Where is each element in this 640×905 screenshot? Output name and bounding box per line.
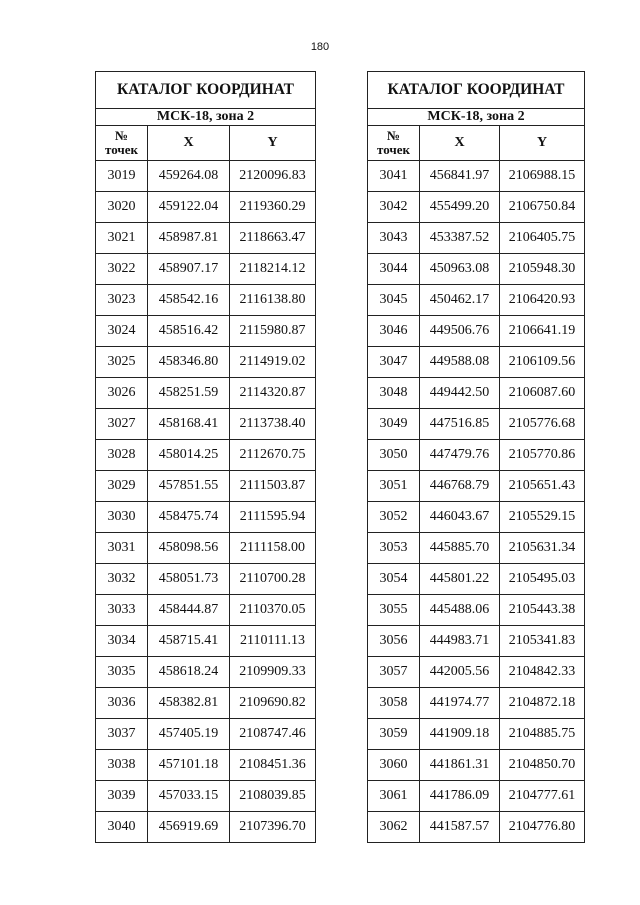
x-coordinate-cell: 450963.08 (420, 254, 500, 285)
point-number-cell: 3059 (368, 719, 420, 750)
x-coordinate-cell: 449506.76 (420, 316, 500, 347)
point-number-cell: 3044 (368, 254, 420, 285)
y-coordinate-cell: 2106641.19 (500, 316, 585, 347)
y-coordinate-cell: 2108039.85 (230, 781, 316, 812)
table-row (96, 688, 316, 719)
table-row (96, 657, 316, 688)
y-coordinate-cell: 2104872.18 (500, 688, 585, 719)
point-number-cell: 3040 (96, 812, 148, 843)
x-coordinate-cell: 447479.76 (420, 440, 500, 471)
x-coordinate-cell: 445885.70 (420, 533, 500, 564)
x-coordinate-cell: 457033.15 (148, 781, 230, 812)
table-row (368, 750, 585, 781)
y-coordinate-cell: 2109909.33 (230, 657, 316, 688)
x-coordinate-cell: 446768.79 (420, 471, 500, 502)
point-number-header-label: точек (105, 142, 138, 157)
x-coordinate-cell: 450462.17 (420, 285, 500, 316)
table-row (96, 626, 316, 657)
y-coordinate-cell: 2104777.61 (500, 781, 585, 812)
x-coordinate-cell: 458168.41 (148, 409, 230, 440)
table-row (96, 471, 316, 502)
table-body (368, 161, 585, 843)
table-row (96, 440, 316, 471)
point-number-cell: 3023 (96, 285, 148, 316)
x-coordinate-cell: 441861.31 (420, 750, 500, 781)
y-coordinate-cell: 2112670.75 (230, 440, 316, 471)
y-coordinate-cell: 2105529.15 (500, 502, 585, 533)
y-coordinate-cell: 2108451.36 (230, 750, 316, 781)
table-title: КАТАЛОГ КООРДИНАТ (96, 72, 316, 109)
point-number-cell: 3052 (368, 502, 420, 533)
x-coordinate-cell: 458014.25 (148, 440, 230, 471)
x-coordinate-cell: 449588.08 (420, 347, 500, 378)
y-coordinate-cell: 2111595.94 (230, 502, 316, 533)
y-coordinate-cell: 2105776.68 (500, 409, 585, 440)
table-row (96, 750, 316, 781)
x-coordinate-cell: 453387.52 (420, 223, 500, 254)
point-number-cell: 3034 (96, 626, 148, 657)
table-row (368, 223, 585, 254)
point-number-cell: 3048 (368, 378, 420, 409)
table-row (96, 564, 316, 595)
point-number-cell: 3025 (96, 347, 148, 378)
coordinate-catalog-table-right (367, 71, 585, 843)
coordinate-catalog-table-left (95, 71, 316, 843)
point-number-cell: 3056 (368, 626, 420, 657)
table-row (368, 378, 585, 409)
x-coordinate-cell: 456841.97 (420, 161, 500, 192)
point-number-cell: 3024 (96, 316, 148, 347)
point-number-cell: 3058 (368, 688, 420, 719)
y-coordinate-cell: 2105948.30 (500, 254, 585, 285)
table-row (368, 595, 585, 626)
x-coordinate-cell: 458618.24 (148, 657, 230, 688)
table-row (368, 347, 585, 378)
table-row (96, 316, 316, 347)
x-coordinate-cell: 458382.81 (148, 688, 230, 719)
point-number-cell: 3043 (368, 223, 420, 254)
x-coordinate-cell: 441786.09 (420, 781, 500, 812)
point-number-cell: 3045 (368, 285, 420, 316)
table-row (368, 812, 585, 843)
y-coordinate-cell: 2114919.02 (230, 347, 316, 378)
y-coordinate-cell: 2114320.87 (230, 378, 316, 409)
y-coordinate-cell: 2104842.33 (500, 657, 585, 688)
y-coordinate-cell: 2106750.84 (500, 192, 585, 223)
page-number: 180 (310, 41, 330, 53)
point-number-cell: 3057 (368, 657, 420, 688)
y-coordinate-cell: 2105495.03 (500, 564, 585, 595)
table-row (96, 161, 316, 192)
x-coordinate-cell: 457851.55 (148, 471, 230, 502)
table-row (96, 595, 316, 626)
y-coordinate-cell: 2120096.83 (230, 161, 316, 192)
table-row (96, 781, 316, 812)
table-subtitle: МСК-18, зона 2 (368, 109, 585, 126)
table-row (96, 285, 316, 316)
x-coordinate-cell: 459122.04 (148, 192, 230, 223)
point-number-header (96, 126, 148, 161)
point-number-cell: 3042 (368, 192, 420, 223)
y-coordinate-cell: 2106109.56 (500, 347, 585, 378)
table-row (96, 409, 316, 440)
table-row (368, 409, 585, 440)
y-coordinate-cell: 2104885.75 (500, 719, 585, 750)
table-row (96, 378, 316, 409)
x-coordinate-cell: 458444.87 (148, 595, 230, 626)
point-number-cell: 3033 (96, 595, 148, 626)
x-coordinate-cell: 458051.73 (148, 564, 230, 595)
point-number-cell: 3053 (368, 533, 420, 564)
table-row (96, 812, 316, 843)
y-coordinate-cell: 2110700.28 (230, 564, 316, 595)
y-coordinate-cell: 2106988.15 (500, 161, 585, 192)
x-coordinate-cell: 458907.17 (148, 254, 230, 285)
x-coordinate-cell: 447516.85 (420, 409, 500, 440)
point-number-cell: 3019 (96, 161, 148, 192)
table-row (368, 161, 585, 192)
x-coordinate-cell: 458475.74 (148, 502, 230, 533)
y-coordinate-cell: 2105770.86 (500, 440, 585, 471)
table-row (368, 657, 585, 688)
y-coordinate-cell: 2105631.34 (500, 533, 585, 564)
table-row (368, 285, 585, 316)
point-number-cell: 3037 (96, 719, 148, 750)
point-number-cell: 3031 (96, 533, 148, 564)
y-coordinate-cell: 2104850.70 (500, 750, 585, 781)
point-number-header-symbol: № (114, 128, 129, 143)
table-row (368, 440, 585, 471)
table-row (368, 254, 585, 285)
x-coordinate-cell: 458715.41 (148, 626, 230, 657)
x-coordinate-cell: 441587.57 (420, 812, 500, 843)
point-number-cell: 3030 (96, 502, 148, 533)
point-number-cell: 3051 (368, 471, 420, 502)
table-row (368, 502, 585, 533)
y-coordinate-cell: 2118214.12 (230, 254, 316, 285)
y-coordinate-cell: 2105341.83 (500, 626, 585, 657)
point-number-cell: 3027 (96, 409, 148, 440)
table-row (96, 347, 316, 378)
x-coordinate-cell: 458542.16 (148, 285, 230, 316)
table-row (96, 254, 316, 285)
point-number-cell: 3029 (96, 471, 148, 502)
point-number-cell: 3049 (368, 409, 420, 440)
x-header: X (148, 126, 230, 161)
y-coordinate-cell: 2110370.05 (230, 595, 316, 626)
point-number-cell: 3036 (96, 688, 148, 719)
point-number-cell: 3041 (368, 161, 420, 192)
x-header: X (420, 126, 500, 161)
x-coordinate-cell: 458516.42 (148, 316, 230, 347)
table-row (368, 688, 585, 719)
x-coordinate-cell: 457405.19 (148, 719, 230, 750)
y-coordinate-cell: 2106420.93 (500, 285, 585, 316)
x-coordinate-cell: 455499.20 (420, 192, 500, 223)
y-coordinate-cell: 2119360.29 (230, 192, 316, 223)
x-coordinate-cell: 458251.59 (148, 378, 230, 409)
table-row (368, 781, 585, 812)
point-number-cell: 3038 (96, 750, 148, 781)
point-number-cell: 3061 (368, 781, 420, 812)
x-coordinate-cell: 445801.22 (420, 564, 500, 595)
table-title: КАТАЛОГ КООРДИНАТ (368, 72, 585, 109)
y-coordinate-cell: 2115980.87 (230, 316, 316, 347)
y-coordinate-cell: 2105443.38 (500, 595, 585, 626)
table-row (96, 533, 316, 564)
y-coordinate-cell: 2108747.46 (230, 719, 316, 750)
x-coordinate-cell: 449442.50 (420, 378, 500, 409)
table-row (368, 564, 585, 595)
y-coordinate-cell: 2111158.00 (230, 533, 316, 564)
point-number-cell: 3032 (96, 564, 148, 595)
point-number-cell: 3028 (96, 440, 148, 471)
point-number-header-label: точек (377, 142, 410, 157)
x-coordinate-cell: 458987.81 (148, 223, 230, 254)
point-number-cell: 3062 (368, 812, 420, 843)
x-coordinate-cell: 459264.08 (148, 161, 230, 192)
x-coordinate-cell: 445488.06 (420, 595, 500, 626)
point-number-cell: 3047 (368, 347, 420, 378)
point-number-cell: 3022 (96, 254, 148, 285)
table-row (96, 223, 316, 254)
point-number-cell: 3055 (368, 595, 420, 626)
point-number-header (368, 126, 420, 161)
y-coordinate-cell: 2104776.80 (500, 812, 585, 843)
point-number-cell: 3039 (96, 781, 148, 812)
point-number-cell: 3021 (96, 223, 148, 254)
table-row (96, 192, 316, 223)
table-row (368, 316, 585, 347)
point-number-cell: 3060 (368, 750, 420, 781)
y-coordinate-cell: 2118663.47 (230, 223, 316, 254)
y-header: Y (500, 126, 585, 161)
x-coordinate-cell: 458346.80 (148, 347, 230, 378)
point-number-cell: 3050 (368, 440, 420, 471)
y-coordinate-cell: 2106087.60 (500, 378, 585, 409)
point-number-cell: 3020 (96, 192, 148, 223)
y-coordinate-cell: 2111503.87 (230, 471, 316, 502)
table-row (368, 471, 585, 502)
y-header: Y (230, 126, 316, 161)
table-row (368, 626, 585, 657)
table-row (96, 502, 316, 533)
y-coordinate-cell: 2109690.82 (230, 688, 316, 719)
table-subtitle: МСК-18, зона 2 (96, 109, 316, 126)
y-coordinate-cell: 2105651.43 (500, 471, 585, 502)
x-coordinate-cell: 458098.56 (148, 533, 230, 564)
table-row (368, 192, 585, 223)
table-body (96, 161, 316, 843)
y-coordinate-cell: 2107396.70 (230, 812, 316, 843)
y-coordinate-cell: 2116138.80 (230, 285, 316, 316)
x-coordinate-cell: 457101.18 (148, 750, 230, 781)
x-coordinate-cell: 441909.18 (420, 719, 500, 750)
point-number-header-symbol: № (386, 128, 401, 143)
y-coordinate-cell: 2106405.75 (500, 223, 585, 254)
table-row (368, 719, 585, 750)
x-coordinate-cell: 442005.56 (420, 657, 500, 688)
point-number-cell: 3046 (368, 316, 420, 347)
table-row (368, 533, 585, 564)
x-coordinate-cell: 456919.69 (148, 812, 230, 843)
x-coordinate-cell: 441974.77 (420, 688, 500, 719)
y-coordinate-cell: 2110111.13 (230, 626, 316, 657)
point-number-cell: 3026 (96, 378, 148, 409)
y-coordinate-cell: 2113738.40 (230, 409, 316, 440)
point-number-cell: 3054 (368, 564, 420, 595)
table-row (96, 719, 316, 750)
point-number-cell: 3035 (96, 657, 148, 688)
x-coordinate-cell: 446043.67 (420, 502, 500, 533)
x-coordinate-cell: 444983.71 (420, 626, 500, 657)
